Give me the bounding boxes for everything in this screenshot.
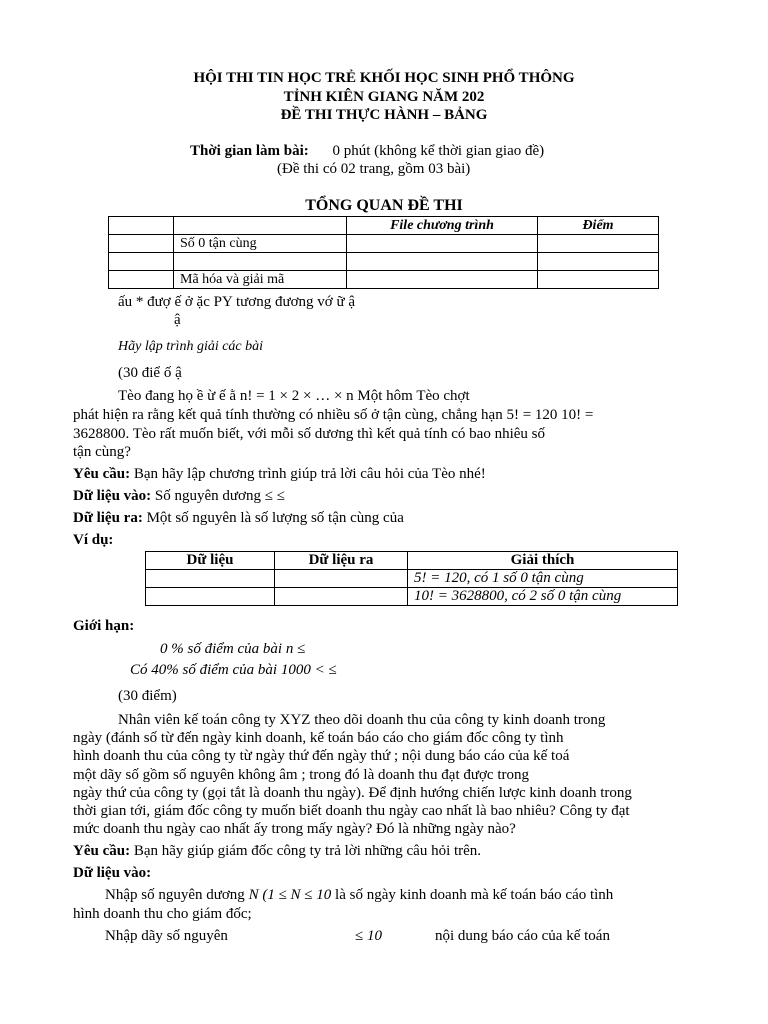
problem1-points: (30 điể ố ậ (118, 365, 182, 381)
table-row (146, 570, 678, 588)
cell (347, 271, 538, 289)
problem2-para-3: hình doanh thu của công ty từ ngày thứ đến ngày thứ ; nội dung báo cáo của kế toá (73, 748, 570, 764)
problem2-input-line-1 (105, 887, 613, 904)
time-value: 0 phút (không kể thời gian giao đề) (332, 143, 545, 159)
time-line (190, 143, 544, 160)
limits-label: Giới hạn: (73, 618, 135, 634)
overview-note-1: ấu * đượ ế ở ặc PY tương đương vớ ữ ậ (118, 294, 356, 310)
req-label: Yêu cầu: (73, 466, 131, 482)
problem2-para-2: ngày (đánh số từ đến ngày kinh doanh, kế toán báo cáo cho giám đốc công ty tình (73, 730, 564, 746)
cell (109, 253, 174, 271)
problem2-para-7: mức doanh thu ngày cao nhất ấy trong mấy ngày? Đó là những ngày nào? (73, 821, 516, 837)
problem2-para-4: một dãy số gồm số nguyên không âm ; trong đó là doanh thu đạt được trong (73, 767, 530, 783)
example-col-input: Dữ liệu (146, 552, 275, 570)
example-label: Ví dụ: (73, 532, 114, 548)
req-text: Bạn hãy giúp giám đốc công ty trả lời những câu hỏi trên. (130, 843, 482, 859)
overview-col-file: File chương trình (347, 217, 538, 235)
input-text: là số ngày kinh doanh mà kế toán báo cáo tình (331, 887, 614, 903)
cell (275, 570, 408, 588)
cell: 5! = 120, có 1 số 0 tận cùng (408, 570, 678, 588)
cell (538, 253, 659, 271)
problem2-para-1: Nhân viên kế toán công ty XYZ theo dõi doanh thu của công ty kinh doanh trong (118, 712, 606, 728)
cell (174, 253, 347, 271)
problem2-requirement (73, 843, 481, 860)
contest-province-year: TỈNH KIÊN GIANG NĂM 202 (283, 89, 485, 105)
overview-col-0 (109, 217, 174, 235)
input-label: Dữ liệu vào: (73, 488, 152, 504)
cell: Số 0 tận cùng (174, 235, 347, 253)
cell (146, 570, 275, 588)
problem2-input-line-2: hình doanh thu cho giám đốc; (73, 906, 252, 922)
input-text: Số nguyên dương ≤ ≤ (151, 488, 285, 504)
table-row (146, 588, 678, 606)
input-constraint: N (1 ≤ N ≤ 10 (248, 887, 332, 903)
problem1-para-3: 3628800. Tèo rất muốn biết, với mỗi số dương thì kết quả tính có bao nhiêu số (73, 426, 545, 442)
problem2-input-line-3a: Nhập dãy số nguyên (105, 928, 228, 944)
problem1-para-1: Tèo đang họ ề ừ ế ằ n! = 1 × 2 × … × n Một hôm Tèo chợt (118, 388, 470, 404)
pages-note: (Đề thi có 02 trang, gồm 03 bài) (277, 161, 471, 177)
cell (347, 235, 538, 253)
example-col-output: Dữ liệu ra (275, 552, 408, 570)
cell (109, 271, 174, 289)
output-label: Dữ liệu ra: (73, 510, 143, 526)
instruction: Hãy lập trình giải các bài (118, 339, 264, 354)
problem1-para-4: tận cùng? (73, 444, 131, 460)
cell (347, 253, 538, 271)
limit-2: Có 40% số điểm của bài 1000 < ≤ (130, 662, 337, 678)
cell (538, 271, 659, 289)
problem2-points: (30 điểm) (118, 688, 177, 704)
table-row (109, 271, 659, 289)
overview-table (108, 216, 659, 289)
problem1-input (73, 488, 285, 505)
cell (275, 588, 408, 606)
overview-note-2: ậ (174, 312, 181, 328)
problem1-requirement (73, 466, 486, 483)
req-text: Bạn hãy lập chương trình giúp trả lời câu hỏi của Tèo nhé! (130, 466, 486, 482)
example-col-explain: Giải thích (408, 552, 678, 570)
exam-title: ĐỀ THI THỰC HÀNH – BẢNG (280, 107, 488, 123)
cell (538, 235, 659, 253)
cell (109, 235, 174, 253)
problem2-input-line-3b: ≤ 10 (355, 928, 382, 944)
example-table (145, 551, 678, 606)
overview-col-1 (174, 217, 347, 235)
cell: Mã hóa và giải mã (174, 271, 347, 289)
problem2-input-label: Dữ liệu vào: (73, 865, 152, 881)
overview-header-row (109, 217, 659, 235)
cell (146, 588, 275, 606)
limit-1: 0 % số điểm của bài n ≤ (160, 641, 306, 657)
contest-title: HỘI THI TIN HỌC TRẺ KHỐI HỌC SINH PHỔ THÔNG (193, 70, 575, 86)
input-text: Nhập số nguyên dương (105, 887, 249, 903)
req-label: Yêu cầu: (73, 843, 131, 859)
overview-title: TỔNG QUAN ĐỀ THI (305, 197, 463, 214)
cell: 10! = 3628800, có 2 số 0 tận cùng (408, 588, 678, 606)
table-row (109, 235, 659, 253)
output-text: Một số nguyên là số lượng số tận cùng của (142, 510, 404, 526)
problem2-input-line-3c: nội dung báo cáo của kế toán (435, 928, 610, 944)
problem2-para-6: thời gian tới, giám đốc công ty muốn biết doanh thu ngày cao nhất là bao nhiêu? Công ty đạt (73, 803, 630, 819)
table-row (109, 253, 659, 271)
example-header-row (146, 552, 678, 570)
problem1-output (73, 510, 404, 527)
problem1-para-2: phát hiện ra rằng kết quả tính thường có nhiều số ở tận cùng, chẳng hạn 5! = 120 10! = (73, 407, 594, 423)
overview-col-score: Điểm (538, 217, 659, 235)
problem2-para-5: ngày thứ của công ty (gọi tắt là doanh thu ngày). Để định hướng chiến lược kinh doanh trong (73, 785, 632, 801)
time-label: Thời gian làm bài: (190, 143, 309, 159)
